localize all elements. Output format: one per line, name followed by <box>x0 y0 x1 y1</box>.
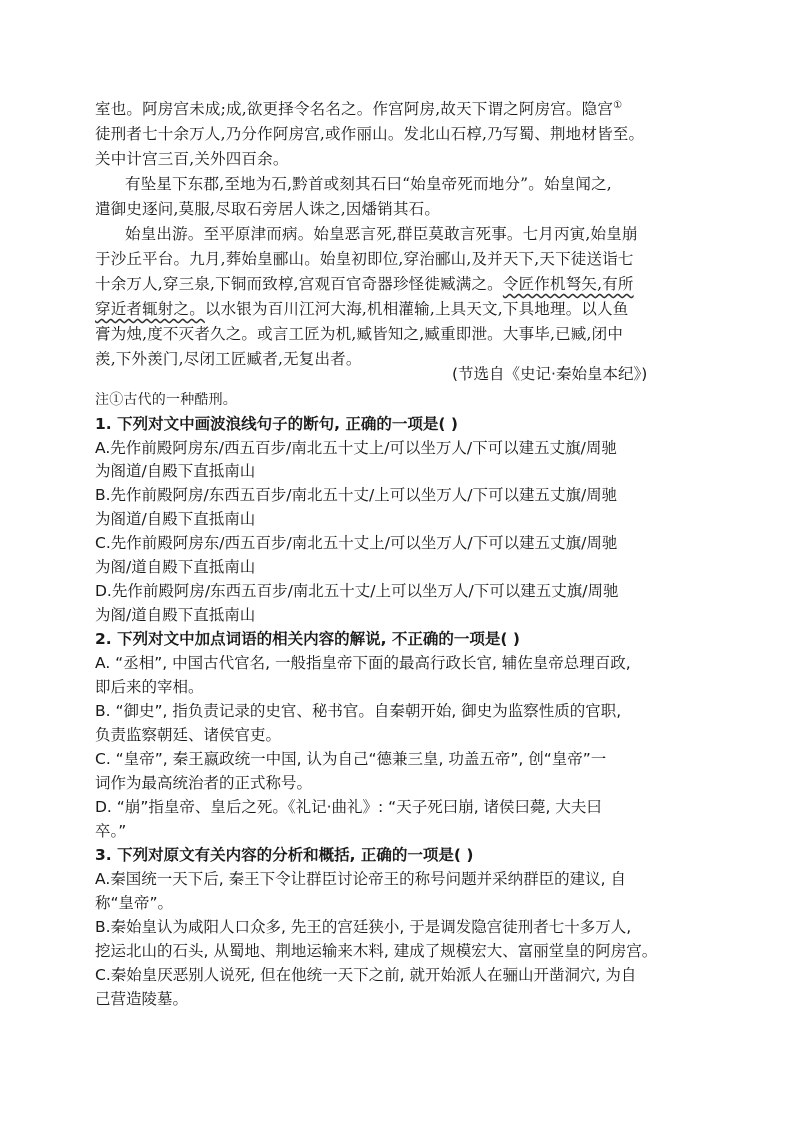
option-b: B. “御史”, 指负责记录的史官、秘书官。自秦朝开始, 御史为监察性质的官职, <box>95 702 622 720</box>
question-stem: 3. 下列对原文有关内容的分析和概括, 正确的一项是( ) <box>95 846 474 864</box>
option-b-cont: 为阁道/自殿下直抵南山 <box>95 510 256 528</box>
option-c-cont: 己营造陵墓。 <box>95 990 189 1008</box>
option-a-cont: 称“皇帝”。 <box>95 894 174 912</box>
source-citation: (节选自《史记·秦始皇本纪》) <box>452 365 648 383</box>
passage-line: 羡,下外羡门,尽闭工匠臧者,无复出者。 <box>95 350 362 368</box>
option-c: C. “皇帝”, 秦王嬴政统一中国, 认为自己“德兼三皇, 功盖五帝”, 创“皇帝”一 <box>95 750 607 768</box>
option-b: B.秦始皇认为咸阳人口众多, 先王的宫廷狭小, 于是调发隐宫徒刑者七十多万人, <box>95 918 632 936</box>
footnote: 注①古代的一种酷刑。 <box>95 392 237 408</box>
passage-line: 关中计宫三百,关外四百余。 <box>95 150 289 168</box>
option-b: B.先作前殿阿房/东西五百步/南北五十丈/上可以坐万人/下可以建五丈旗/周驰 <box>95 486 618 504</box>
option-d: D.先作前殿阿房/东西五百步/南北五十丈/上可以坐万人/下可以建五丈旗/周驰 <box>95 582 619 600</box>
option-c-cont: 词作为最高统治者的正式称号。 <box>95 774 313 792</box>
option-c-cont: 为阁/道自殿下直抵南山 <box>95 558 256 576</box>
option-b-cont: 负责监察朝廷、诸侯官吏。 <box>95 726 282 744</box>
passage-line: 穿近者辄射之。以水银为百川江河大海,机相灌输,上具天文,下具地理。以人鱼 <box>95 300 629 318</box>
footnote-mark: ① <box>613 99 623 111</box>
passage-line: 室也。阿房宫未成;成,欲更择令名名之。作宫阿房,故天下谓之阿房宫。隐宫① <box>95 99 623 118</box>
option-a: A.秦国统一天下后, 秦王下令让群臣讨论帝王的称号问题并采纳群臣的建议, 自 <box>95 870 626 888</box>
option-a: A.先作前殿阿房东/西五百步/南北五十丈上/可以坐万人/下可以建五丈旗/周驰 <box>95 439 617 457</box>
passage-line: 膏为烛,度不灭者久之。或言工匠为机,臧皆知之,臧重即泄。大事毕,已臧,闭中 <box>95 325 624 343</box>
wavy-underlined-sentence: 穿近者辄射之。 <box>95 300 205 318</box>
option-d-cont: 为阁/道自殿下直抵南山 <box>95 606 256 624</box>
option-d: D. “崩”指皇帝、皇后之死。《礼记·曲礼》: “天子死曰崩, 诸侯曰薨, 大夫曰 <box>95 798 602 816</box>
question-stem: 1. 下列对文中画波浪线句子的断句, 正确的一项是( ) <box>95 415 458 433</box>
option-a-cont: 即后来的宰相。 <box>95 678 204 696</box>
question-stem: 2. 下列对文中加点词语的相关内容的解说, 不正确的一项是( ) <box>95 630 520 648</box>
wavy-underlined-sentence: 令匠作机弩矢,有所 <box>502 275 634 293</box>
passage-line: 始皇出游。至平原津而病。始皇恶言死,群臣莫敢言死事。七月丙寅,始皇崩 <box>125 225 638 243</box>
option-a-cont: 为阁道/自殿下直抵南山 <box>95 462 256 480</box>
option-d-cont: 卒。” <box>95 822 127 840</box>
option-c: C.秦始皇厌恶别人说死, 但在他统一天下之前, 就开始派人在骊山开凿洞穴, 为自 <box>95 966 637 984</box>
option-c: C.先作前殿阿房东/西五百步/南北五十丈上/可以坐万人/下可以建五丈旗/周驰 <box>95 534 618 552</box>
passage-line: 于沙丘平台。九月,葬始皇郦山。始皇初即位,穿治郦山,及并天下,天下徒送诣七 <box>95 250 634 268</box>
option-b-cont: 挖运北山的石头, 从蜀地、荆地运输来木料, 建成了规模宏大、富丽堂皇的阿房宫。 <box>95 942 658 960</box>
passage-line: 徒刑者七十余万人,乃分作阿房宫,或作丽山。发北山石椁,乃写蜀、荆地材皆至。 <box>95 125 645 143</box>
passage-line: 十余万人,穿三泉,下铜而致椁,宫观百官奇器珍怪徙臧满之。令匠作机弩矢,有所 <box>95 275 634 293</box>
option-a: A. “丞相”, 中国古代官名, 一般指皇帝下面的最高行政长官, 辅佐皇帝总理百政, <box>95 654 631 672</box>
passage-line: 有坠星下东郡,至地为石,黔首或刻其石曰“始皇帝死而地分”。始皇闻之, <box>125 175 612 193</box>
passage-line: 遣御史逐问,莫服,尽取石旁居人诛之,因燔销其石。 <box>95 200 441 218</box>
